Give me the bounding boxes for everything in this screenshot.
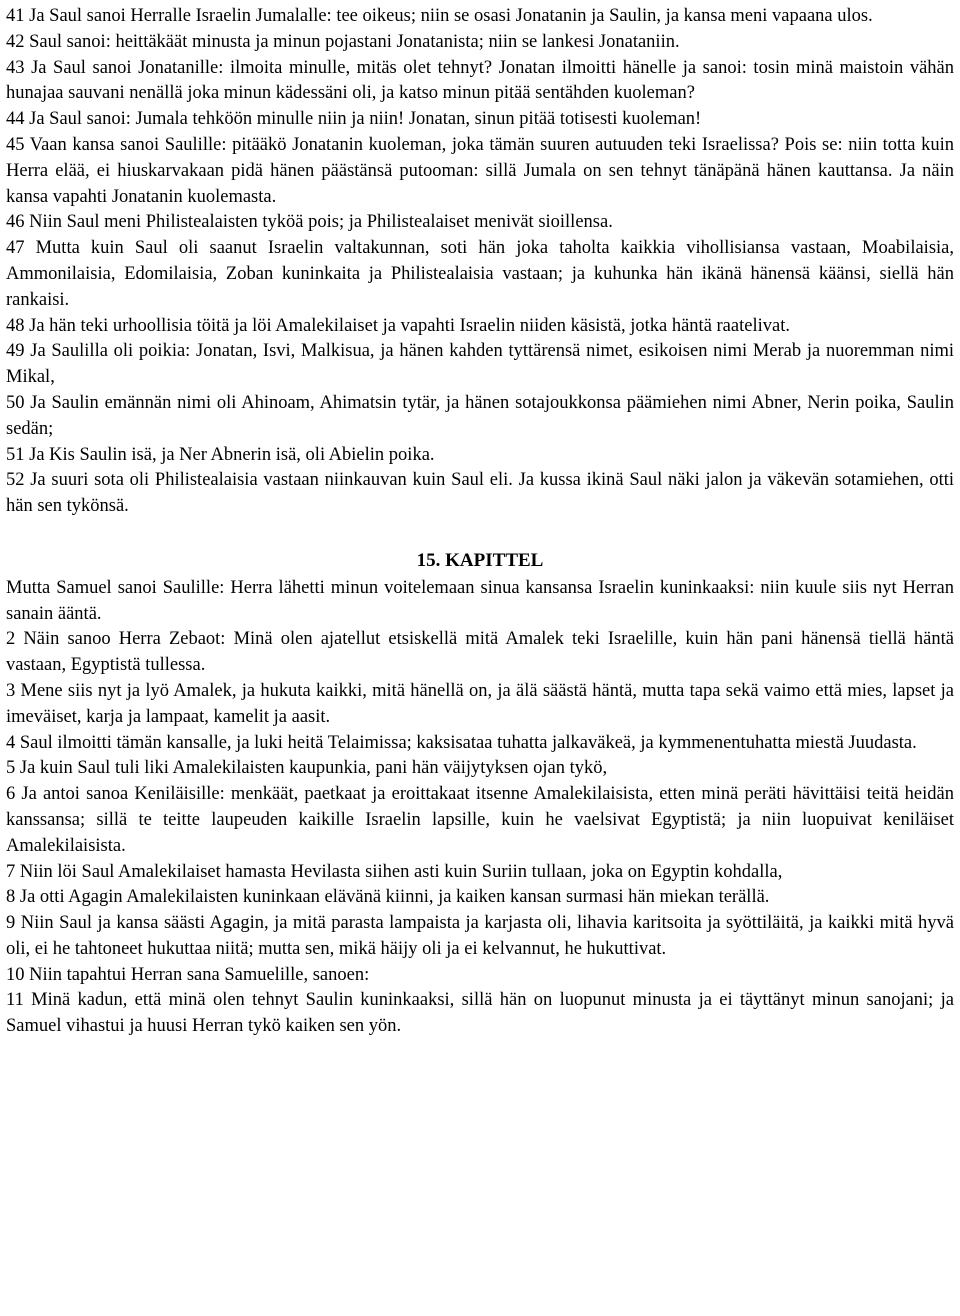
verse-8: 8 Ja otti Agagin Amalekilaisten kuninkaan elävänä kiinni, ja kaiken kansan surmasi hän miekan terällä. — [6, 887, 770, 908]
verse-52: 52 Ja suuri sota oli Philistealaisia vastaan niinkauvan kuin Saul eli. Ja kussa ikinä Saul näki jalon ja väkevän sotamiehen, otti hän sen tykönsä. — [6, 470, 954, 517]
verse-43: 43 Ja Saul sanoi Jonatanille: ilmoita minulle, mitäs olet tehnyt? Jonatan ilmoitti hänelle ja sanoi: tosin minä maistoin vähän hunajaa sauvani nenällä joka minun kädessäni oli, ja katso minun pitää sentähden kuoleman? — [6, 57, 954, 104]
verse-49: 49 Ja Saulilla oli poikia: Jonatan, Isvi, Malkisua, ja hänen kahden tyttärensä nimet, esikoisen nimi Merab ja nuoremman nimi Mikal, — [6, 341, 954, 388]
verse-2: 2 Näin sanoo Herra Zebaot: Minä olen ajatellut etsiskellä mitä Amalek teki Israelille, kuin hän pani hänensä tiellä häntä vastaan, Egyptistä tullessa. — [6, 629, 954, 676]
chapter-heading: 15. KAPITTEL — [416, 549, 544, 571]
verse-42: 42 Saul sanoi: heittäkäät minusta ja minun pojastani Jonatanista; niin se lankesi Jonataniin. — [6, 31, 680, 52]
verse-44: 44 Ja Saul sanoi: Jumala tehköön minulle niin ja niin! Jonatan, sinun pitää totisesti kuoleman! — [6, 109, 702, 130]
section-spacer — [6, 520, 954, 546]
verse-48: 48 Ja hän teki urhoollisia töitä ja löi Amalekilaiset ja vapahti Israelin niiden käsistä, jotka häntä raatelivat. — [6, 315, 790, 336]
verse-11: 11 Minä kadun, että minä olen tehnyt Saulin kuninkaaksi, sillä hän on luopunut minusta ja ei täyttänyt minun sanojani; ja Samuel vihastui ja huusi Herran tykö kaiken sen yön. — [6, 990, 954, 1037]
verse-47: 47 Mutta kuin Saul oli saanut Israelin valtakunnan, soti hän joka taholta kaikkia vihollisiansa vastaan, Moabilaisia, Ammonilaisia, Edomilaisia, Zoban kuninkaita ja Philistealaisia vastaan; ja kuhunka hän ikänä hänensä käänsi, siellä hän rankaisi. — [6, 238, 954, 310]
verse-1: Mutta Samuel sanoi Saulille: Herra lähetti minun voitelemaan sinua kansansa Israelin kuninkaaksi: niin kuule siis nyt Herran sanain ääntä. — [6, 577, 954, 624]
verse-50: 50 Ja Saulin emännän nimi oli Ahinoam, Ahimatsin tytär, ja hänen sotajoukkonsa päämiehen nimi Abner, Nerin poika, Saulin sedän; — [6, 392, 954, 439]
verse-4: 4 Saul ilmoitti tämän kansalle, ja luki heitä Telaimissa; kaksisataa tuhatta jalkaväkeä, ja kymmenentuhatta miestä Juudasta. — [6, 732, 917, 753]
verse-9: 9 Niin Saul ja kansa säästi Agagin, ja mitä parasta lampaista ja karjasta oli, lihavia karitsoita ja syöttiläitä, ja kaikki mitä hyvä oli, ei he tahtoneet hukuttaa niitä; mutta sen, mikä häijy oli ja ei kelvannut, he hukuttivat. — [6, 913, 954, 959]
verse-3: 3 Mene siis nyt ja lyö Amalek, ja hukuta kaikki, mitä hänellä on, ja älä säästä häntä, mutta tapa sekä vaimo että mies, lapset ja imeväiset, karja ja lampaat, kamelit ja aasit. — [6, 680, 954, 727]
verse-10: 10 Niin tapahtui Herran sana Samuelille, sanoen: — [6, 964, 370, 985]
verse-7: 7 Niin löi Saul Amalekilaiset hamasta Hevilasta siihen asti kuin Suriin tullaan, joka on Egyptin kohdalla, — [6, 861, 783, 882]
verse-45: 45 Vaan kansa sanoi Saulille: pitääkö Jonatanin kuoleman, joka tämän suuren autuuden teki Israelissa? Pois se: niin totta kuin Herra elää, ei hiuskarvakaan pidä hänen päästänsä putooman: sillä Jumala on sen tehnyt tänäpänä hänen kauttansa. Ja näin kansa vapahti Jonatanin kuolemasta. — [6, 134, 954, 207]
verse-5: 5 Ja kuin Saul tuli liki Amalekilaisten kaupunkia, pani hän väijytyksen ojan tykö, — [6, 758, 608, 779]
verse-46: 46 Niin Saul meni Philistealaisten tyköä pois; ja Philistealaiset menivät sioillensa. — [6, 212, 613, 233]
verse-41: 41 Ja Saul sanoi Herralle Israelin Jumalalle: tee oikeus; niin se osasi Jonatanin ja Saulin, ja kansa meni vapaana ulos. — [6, 6, 873, 26]
verse-6: 6 Ja antoi sanoa Keniläisille: menkäät, paetkaat ja eroittakaat itsenne Amalekilaisista, etten minä peräti hävittäisi teitä heidän kanssansa; sillä te teitte laupeuden kaikille Israelin lapsille, kuin he vaelsivat Egyptistä; ja niin luopuivat keniläiset Amalekilaisista. — [6, 784, 954, 856]
verse-51: 51 Ja Kis Saulin isä, ja Ner Abnerin isä, oli Abielin poika. — [6, 444, 435, 465]
